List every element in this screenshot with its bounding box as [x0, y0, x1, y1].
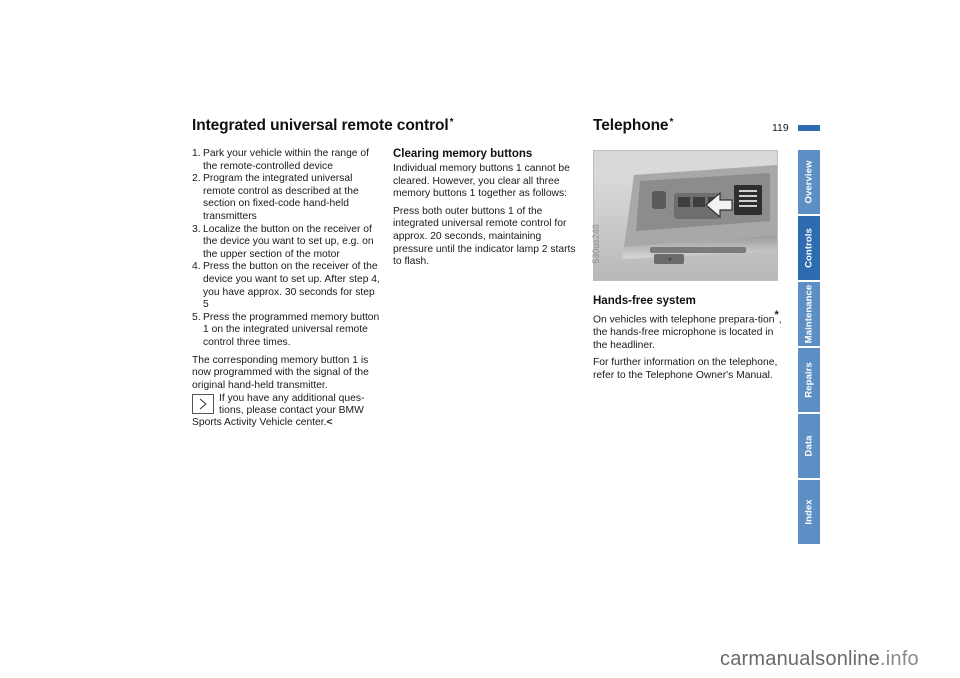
section-title-remote-text: Integrated universal remote control — [192, 117, 449, 134]
hands-free-text-a: On vehicles with telephone prepara-tion — [593, 314, 775, 326]
list-item — [192, 312, 382, 350]
tab-controls-label: Controls — [803, 228, 815, 268]
note-line-3 — [192, 417, 333, 430]
watermark-name: carmanualsonline — [720, 648, 880, 670]
note-end-mark: < — [326, 417, 333, 428]
step-text: Localize the button on the receiver of the device you want to set up, e.g. on the upper section of the motor — [203, 223, 374, 260]
tab-data[interactable] — [798, 414, 820, 478]
note-line-2: tions, please contact your BMW — [219, 405, 364, 416]
hands-free-text — [593, 309, 783, 382]
note-arrow-icon — [193, 395, 213, 413]
page-marker — [798, 125, 820, 131]
list-item — [192, 148, 382, 173]
tab-index[interactable] — [798, 480, 820, 544]
clearing-text — [393, 163, 583, 269]
tab-repairs-label: Repairs — [803, 362, 815, 398]
optional-star: * — [449, 117, 454, 128]
step-text: Program the integrated universal remote control as described at the section on fixed-code hand-held transmitters — [203, 173, 359, 222]
step-text: Press the programmed memory button 1 on the integrated universal remote control three times. — [203, 311, 380, 348]
tab-overview-label: Overview — [803, 160, 815, 204]
section-title-telephone — [593, 117, 673, 135]
image-code: 530us248 — [590, 224, 601, 264]
step-number: 2. — [192, 173, 201, 185]
site-watermark[interactable] — [720, 648, 919, 671]
section-title-telephone-text: Telephone — [593, 117, 669, 134]
tab-repairs[interactable] — [798, 348, 820, 412]
clearing-paragraph-2: Press both outer buttons 1 of the integrated universal remote control for approx. 20 seconds, maintaining pressure until the indicator lamp 2 starts to flash. — [393, 205, 576, 268]
optional-star: * — [669, 117, 674, 128]
clearing-paragraph-1: Individual memory buttons 1 cannot be cleared. However, you clear all three memory buttons 1 together as follows: — [393, 163, 570, 200]
step-number: 4. — [192, 261, 201, 273]
list-item — [192, 224, 382, 262]
step-number: 5. — [192, 311, 201, 323]
optional-star: * — [774, 309, 779, 321]
tab-data-label: Data — [803, 435, 815, 457]
headliner-photo — [590, 150, 778, 281]
tab-maintenance[interactable] — [798, 282, 820, 346]
tab-maintenance-label: Maintenance — [803, 284, 815, 344]
step-text: Park your vehicle within the range of the remote-controlled device — [203, 148, 369, 172]
hands-free-heading: Hands-free system — [593, 295, 696, 307]
steps-list-container — [192, 148, 382, 392]
note-icon — [192, 394, 214, 414]
list-item — [192, 173, 382, 223]
hands-free-text-b: , the hands-free microphone is located in the headliner. — [593, 314, 782, 351]
watermark-domain: .info — [879, 648, 919, 670]
list-item — [192, 261, 382, 311]
note-line-3-text: Sports Activity Vehicle center. — [192, 417, 327, 428]
note-line-1: If you have any additional ques- — [219, 393, 365, 404]
hands-free-paragraph-2: For further information on the telephone, refer to the Telephone Owner's Manual. — [593, 357, 778, 381]
programmed-paragraph: The corresponding memory button 1 is now programmed with the signal of the original hand-held transmitter. — [192, 354, 369, 391]
step-number: 1. — [192, 148, 201, 159]
tab-controls[interactable] — [798, 216, 820, 280]
hands-free-paragraph-1 — [593, 309, 783, 352]
page-number: 119 — [772, 122, 789, 134]
clearing-heading: Clearing memory buttons — [393, 148, 533, 160]
step-text: Press the button on the receiver of the device you want to set up. After step 4, you have approx. 30 seconds for step 5 — [203, 261, 380, 311]
tab-overview[interactable] — [798, 150, 820, 214]
steps-list — [192, 148, 382, 350]
step-number: 3. — [192, 223, 201, 235]
section-title-remote — [192, 117, 453, 135]
headliner-illustration — [594, 151, 777, 280]
tab-index-label: Index — [803, 499, 815, 525]
